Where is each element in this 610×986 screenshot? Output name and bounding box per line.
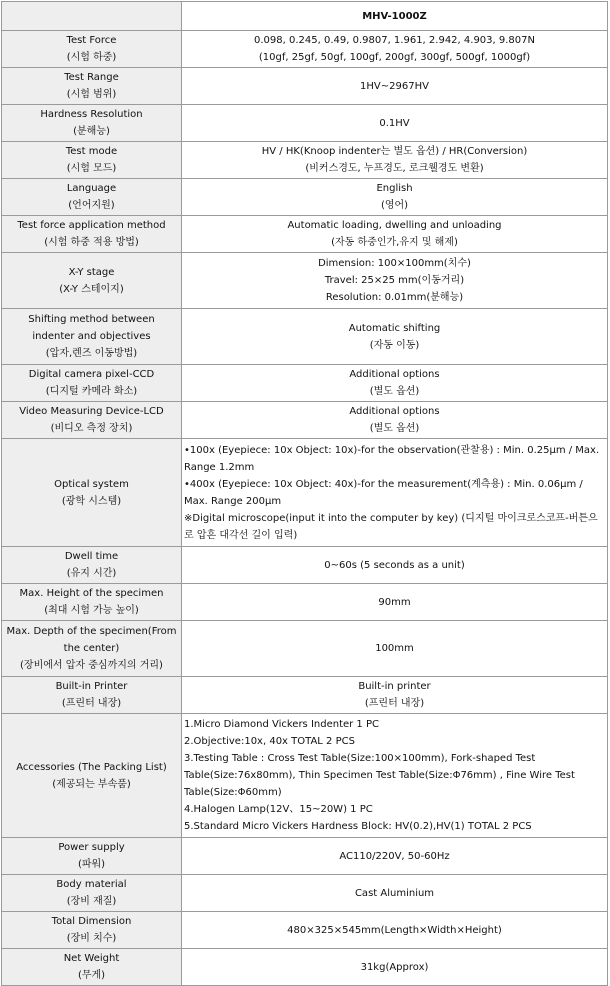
spec-row-built-in-printer — [2, 677, 608, 714]
spec-value: Built-in printer (프린터 내장) — [182, 677, 608, 714]
spec-row-power-supply — [2, 838, 608, 875]
spec-row-dwell-time — [2, 547, 608, 584]
spec-row-max-height — [2, 584, 608, 621]
header-row — [2, 2, 608, 31]
spec-row-max-depth — [2, 621, 608, 677]
spec-value: 31kg(Approx) — [182, 949, 608, 986]
spec-row-digital-camera — [2, 365, 608, 402]
spec-row-optical-system — [2, 439, 608, 547]
spec-label: Power supply (파워) — [2, 838, 182, 875]
spec-value: Automatic loading, dwelling and unloading (자동 하중인가,유지 및 해제) — [182, 216, 608, 253]
spec-label: Net Weight (무게) — [2, 949, 182, 986]
spec-label: Hardness Resolution (분해능) — [2, 105, 182, 142]
spec-label: Total Dimension (장비 치수) — [2, 912, 182, 949]
spec-value: AC110/220V, 50-60Hz — [182, 838, 608, 875]
model-name: MHV-1000Z — [182, 2, 608, 31]
spec-value: 0~60s (5 seconds as a unit) — [182, 547, 608, 584]
spec-label: Accessories (The Packing List) (제공되는 부속품) — [2, 714, 182, 838]
spec-label: Shifting method between indenter and objectives (압자,렌즈 이동방법) — [2, 309, 182, 365]
spec-row-total-dimension — [2, 912, 608, 949]
spec-row-net-weight — [2, 949, 608, 986]
spec-row-xy-stage — [2, 253, 608, 309]
spec-value: 1.Micro Diamond Vickers Indenter 1 PC 2.Objective:10x, 40x TOTAL 2 PCS 3.Testing Table : Cross Test Table(Size:100×100mm), Fork-shaped Test Table(Size:76x80mm), Thin Specimen Test Table(Size:Φ76mm) , Fine Wire Test Table(Size:Φ60mm) 4.Halogen Lamp(12V、15~20W) 1 PC 5.Standard Micro Vickers Hardness Block: HV(0.2),HV(1) TOTAL 2 PCS — [182, 714, 608, 838]
spec-row-test-force-application — [2, 216, 608, 253]
spec-label: Max. Depth of the specimen(From the center) (장비에서 압자 중심까지의 거리) — [2, 621, 182, 677]
header-blank-cell — [2, 2, 182, 31]
spec-row-test-range — [2, 68, 608, 105]
spec-row-language — [2, 179, 608, 216]
spec-value: 1HV~2967HV — [182, 68, 608, 105]
spec-value: English (영어) — [182, 179, 608, 216]
spec-row-hardness-resolution — [2, 105, 608, 142]
spec-label: Test Range (시험 범위) — [2, 68, 182, 105]
spec-label: Optical system (광학 시스템) — [2, 439, 182, 547]
spec-table — [1, 1, 608, 986]
spec-value: Cast Aluminium — [182, 875, 608, 912]
spec-label: Test force application method (시험 하중 적용 방법) — [2, 216, 182, 253]
spec-row-video-measuring — [2, 402, 608, 439]
spec-value: 480×325×545mm(Length×Width×Height) — [182, 912, 608, 949]
spec-row-test-force — [2, 31, 608, 68]
spec-label: Language (언어지원) — [2, 179, 182, 216]
spec-label: X-Y stage (X-Y 스테이지) — [2, 253, 182, 309]
spec-value: •100x (Eyepiece: 10x Object: 10x)-for the observation(관찰용) : Min. 0.25μm / Max. Range 1.2mm •400x (Eyepiece: 10x Object: 40x)-for the measurement(계측용) : Min. 0.06μm / Max. Range 200μm ※Digital microscope(input it into the computer by key) (디지털 마이크로스코프-버튼으로 압흔 대각선 길이 입력) — [182, 439, 608, 547]
spec-value: 0.098, 0.245, 0.49, 0.9807, 1.961, 2.942, 4.903, 9.807N (10gf, 25gf, 50gf, 100gf, 200gf, 300gf, 500gf, 1000gf) — [182, 31, 608, 68]
spec-value: Dimension: 100×100mm(치수) Travel: 25×25 mm(이동거리) Resolution: 0.01mm(분해능) — [182, 253, 608, 309]
spec-label: Test Force (시험 하중) — [2, 31, 182, 68]
spec-value: 90mm — [182, 584, 608, 621]
spec-label: Body material (장비 재질) — [2, 875, 182, 912]
spec-value: Additional options (별도 옵션) — [182, 365, 608, 402]
spec-label: Built-in Printer (프린터 내장) — [2, 677, 182, 714]
spec-label: Digital camera pixel-CCD (디지털 카메라 화소) — [2, 365, 182, 402]
spec-value: HV / HK(Knoop indenter는 별도 옵션) / HR(Conversion) (비커스경도, 누프경도, 로크웰경도 변환) — [182, 142, 608, 179]
spec-value: Automatic shifting (자동 이동) — [182, 309, 608, 365]
spec-label: Dwell time (유지 시간) — [2, 547, 182, 584]
spec-label: Video Measuring Device-LCD (비디오 측정 장치) — [2, 402, 182, 439]
spec-label: Test mode (시험 모드) — [2, 142, 182, 179]
spec-row-accessories — [2, 714, 608, 838]
spec-row-shifting-method — [2, 309, 608, 365]
spec-row-test-mode — [2, 142, 608, 179]
spec-value: Additional options (별도 옵션) — [182, 402, 608, 439]
spec-value: 0.1HV — [182, 105, 608, 142]
spec-value: 100mm — [182, 621, 608, 677]
spec-row-body-material — [2, 875, 608, 912]
spec-label: Max. Height of the specimen (최대 시험 가능 높이) — [2, 584, 182, 621]
